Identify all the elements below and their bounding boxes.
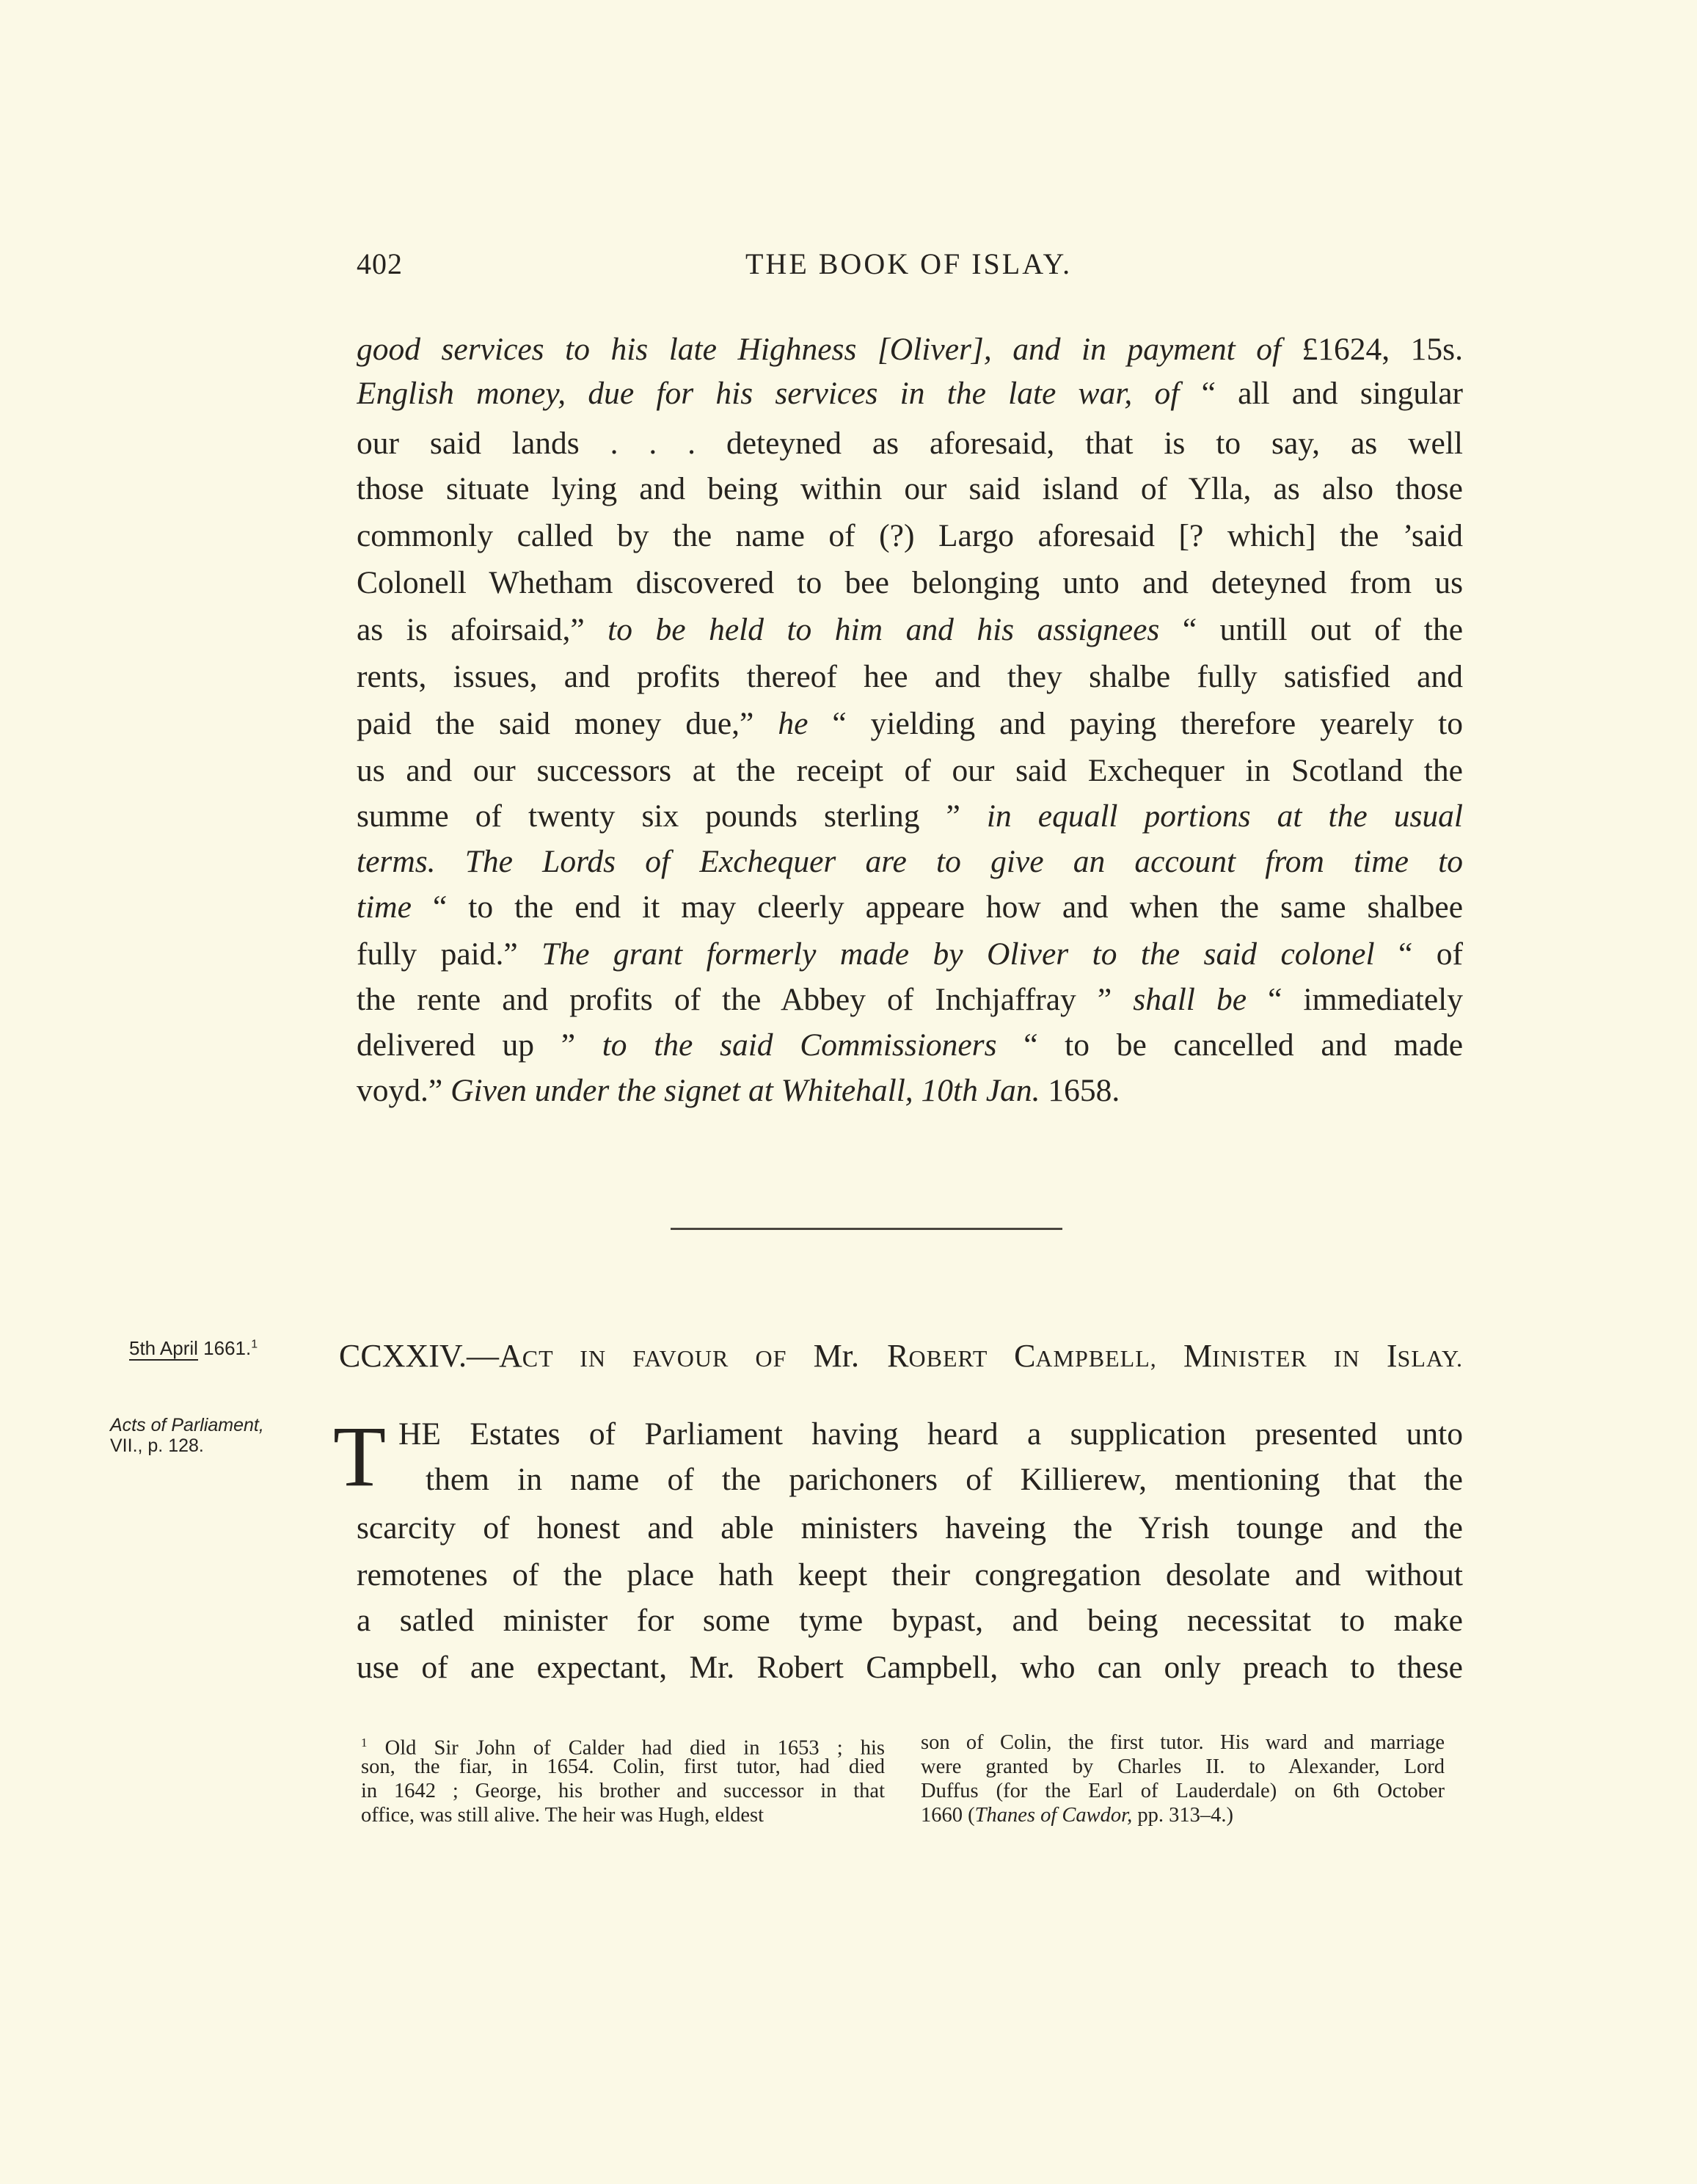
- footnote-line: were granted by Charles II. to Alexander, Lord: [921, 1755, 1445, 1778]
- heading-text: Mr.: [813, 1338, 888, 1374]
- text-roman: paid the said money due,”: [357, 706, 778, 741]
- text-line: [398, 1412, 1463, 1456]
- text-roman: remotenes of the place hath keept their congregation desolate and without: [357, 1557, 1463, 1592]
- margin-reference-line: VII., p. 128.: [110, 1435, 204, 1456]
- text-roman: the rente and profits of the Abbey of Inchjaffray ”: [357, 982, 1134, 1017]
- text-roman: commonly called by the name of (?) Largo aforesaid [? which] the ’said: [357, 518, 1463, 553]
- text-line: [357, 608, 1463, 652]
- running-title: THE BOOK OF ISLAY.: [745, 247, 1073, 280]
- footnote-marker: 1: [251, 1338, 258, 1351]
- section-divider: [671, 1228, 1062, 1230]
- heading-initial: M: [1183, 1338, 1213, 1374]
- text-roman: “ to the end it may cleerly appeare how and when the same shalbee: [411, 889, 1463, 925]
- text-italic: The grant formerly made by Oliver to the said colonel: [541, 936, 1375, 972]
- text-roman: “ to be cancelled and made: [996, 1027, 1463, 1063]
- footnote-line: [921, 1803, 1445, 1827]
- text-line: [357, 421, 1463, 465]
- text-italic: terms. The Lords of Exchequer are to give an account from time to: [357, 844, 1463, 879]
- text-line: [357, 1645, 1463, 1689]
- footnote-citation: Thanes of Cawdor,: [974, 1804, 1133, 1827]
- text-line: [357, 561, 1463, 605]
- text-roman: as is afoirsaid,”: [357, 612, 608, 647]
- text-line: [357, 794, 1463, 838]
- text-line: [357, 885, 1463, 929]
- text-roman: Colonell Whetham discovered to bee belonging unto and deteyned from us: [357, 565, 1463, 600]
- text-italic: shall be: [1133, 982, 1247, 1017]
- section-heading: [339, 1337, 1463, 1375]
- text-italic: to the said Commissioners: [602, 1027, 997, 1063]
- text-line: [357, 1069, 1463, 1113]
- footnote-line: son of Colin, the first tutor. His ward and marriage: [921, 1731, 1445, 1754]
- drop-cap: T: [333, 1408, 387, 1504]
- heading-smallcaps: INISTER IN: [1212, 1345, 1387, 1372]
- text-line: [357, 467, 1463, 511]
- margin-reference-line: Acts of Parliament,: [110, 1415, 264, 1435]
- footnote-line: office, was still alive. The heir was Hugh, eldest: [361, 1804, 764, 1827]
- text-line: [357, 1506, 1463, 1550]
- footnote-marker: 1: [361, 1736, 368, 1750]
- text-italic: good services to his late Highness [Oliver], and in payment of: [357, 332, 1282, 367]
- heading-smallcaps: SLAY.: [1397, 1345, 1464, 1372]
- text-roman: those situate lying and being within our said island of Ylla, as also those: [357, 471, 1463, 506]
- footnote-line: son, the fiar, in 1654. Colin, first tutor, had died: [361, 1755, 885, 1778]
- heading-initial: R: [887, 1338, 909, 1374]
- text-roman: “ untill out of the: [1159, 612, 1463, 647]
- text-line: [357, 840, 1463, 884]
- text-italic: English money, due for his services in the late war, of: [357, 376, 1180, 411]
- text-roman: fully paid.”: [357, 936, 542, 972]
- heading-initial: A: [499, 1338, 522, 1374]
- text-roman: “ all and singular: [1179, 376, 1463, 411]
- text-italic: Given under the signet at Whitehall, 10th Jan.: [450, 1073, 1040, 1108]
- footnote-text: 1660 (: [921, 1804, 975, 1827]
- margin-date: [129, 1337, 258, 1360]
- page-number: 402: [357, 247, 403, 280]
- text-line: [357, 1023, 1463, 1067]
- text-line: [357, 978, 1463, 1022]
- text-line: [357, 702, 1463, 746]
- text-roman: voyd.”: [357, 1073, 451, 1108]
- text-roman: scarcity of honest and able ministers haveing the Yrish tounge and the: [357, 1510, 1463, 1546]
- text-line: [357, 749, 1463, 793]
- heading-smallcaps: OBERT: [908, 1345, 1015, 1372]
- text-roman: “ immediately: [1247, 982, 1463, 1017]
- text-roman: “ yielding and paying therefore yearely to: [808, 706, 1463, 741]
- text-italic: he: [778, 706, 809, 741]
- text-line: [357, 327, 1463, 371]
- text-roman: them in name of the parichoners of Killierew, mentioning that the: [426, 1462, 1463, 1497]
- text-italic: in equall portions at the usual: [986, 798, 1463, 834]
- text-roman: us and our successors at the receipt of our said Exchequer in Scotland the: [357, 753, 1463, 788]
- heading-smallcaps: CT IN FAVOUR OF: [522, 1345, 814, 1372]
- heading-smallcaps: AMPBELL,: [1035, 1345, 1183, 1372]
- text-line: [357, 1598, 1463, 1642]
- text-italic: time: [357, 889, 412, 925]
- text-line: [357, 514, 1463, 558]
- margin-reference: [110, 1415, 264, 1456]
- heading-initial: C: [1014, 1338, 1036, 1374]
- text-line: [357, 1553, 1463, 1597]
- text-roman: delivered up ”: [357, 1027, 602, 1063]
- footnote-line: Duffus (for the Earl of Lauderdale) on 6th October: [921, 1780, 1445, 1802]
- text-roman: rents, issues, and profits thereof hee and they shalbe fully satisfied and: [357, 659, 1463, 694]
- footnote-text: pp. 313–4.): [1132, 1804, 1233, 1827]
- text-roman: use of ane expectant, Mr. Robert Campbell, who can only preach to these: [357, 1650, 1463, 1685]
- text-roman: HE Estates of Parliament having heard a supplication presented unto: [398, 1416, 1463, 1452]
- footnote-text: Old Sir John of Calder had died in 1653 ; his: [367, 1736, 885, 1760]
- text-italic: to be held to him and his assignees: [607, 612, 1160, 647]
- margin-date-day: 5th April: [129, 1337, 198, 1359]
- text-line: [426, 1457, 1463, 1502]
- heading-initial: I: [1386, 1338, 1398, 1374]
- text-roman: “ of: [1374, 936, 1463, 972]
- section-number: CCXXIV.—: [339, 1338, 500, 1374]
- text-roman: a satled minister for some tyme bypast, and being necessitat to make: [357, 1603, 1463, 1638]
- text-roman: 1658.: [1040, 1073, 1120, 1108]
- margin-date-year: 1661.: [197, 1337, 252, 1359]
- text-roman: £1624, 15s.: [1281, 332, 1463, 367]
- text-line: [357, 932, 1463, 976]
- text-roman: our said lands . . . deteyned as aforesaid, that is to say, as well: [357, 426, 1463, 461]
- text-line: [357, 655, 1463, 699]
- footnote-line: in 1642 ; George, his brother and successor in that: [361, 1780, 885, 1802]
- text-line: [357, 371, 1463, 415]
- text-roman: summe of twenty six pounds sterling ”: [357, 798, 987, 834]
